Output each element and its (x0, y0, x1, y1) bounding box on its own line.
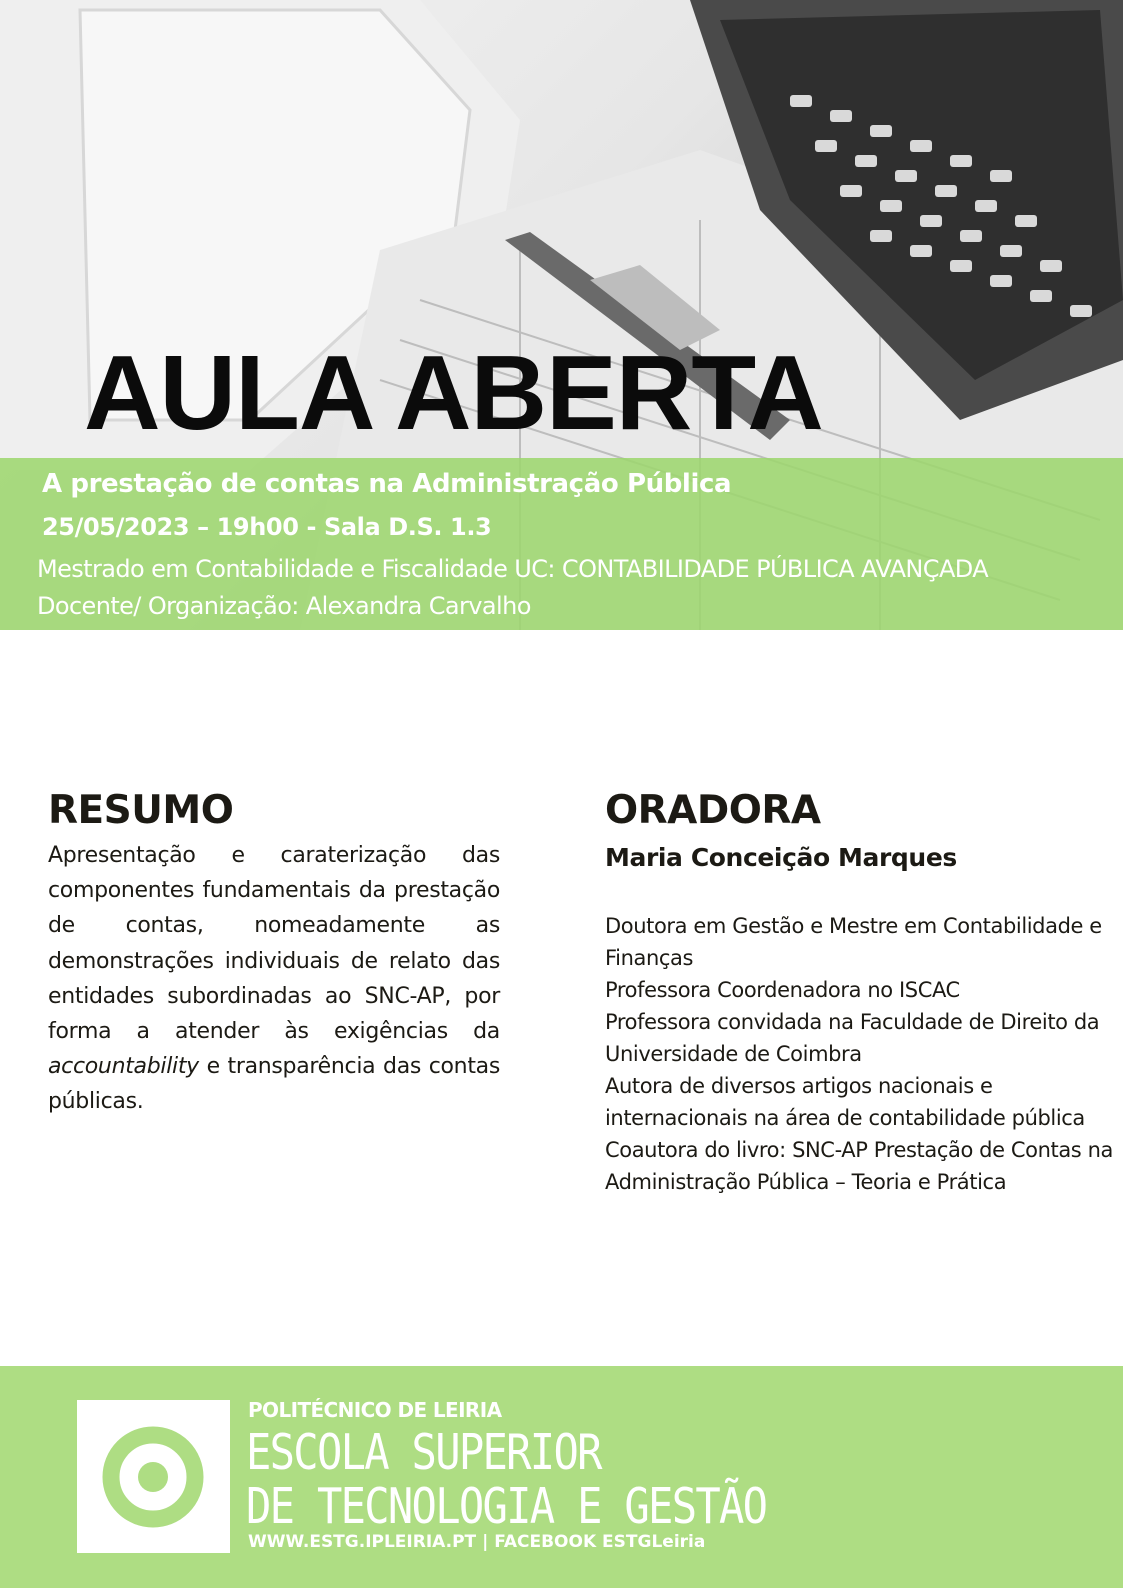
event-title: AULA ABERTA (84, 334, 823, 452)
school-name-line-2: DE TECNOLOGIA E GESTÃO (246, 1478, 767, 1535)
oradora-heading: ORADORA (605, 788, 821, 833)
resumo-text-part-1: Apresentação e caraterização das componentes fundamentais da prestação de contas, nomeadamente as demonstrações individuais de relato das entidades subordinadas ao SNC-AP, por forma a atender às exigências da (48, 843, 500, 1045)
course-info: Mestrado em Contabilidade e Fiscalidade UC: CONTABILIDADE PÚBLICA AVANÇADA (37, 555, 989, 583)
speaker-bio-list (605, 910, 1117, 1198)
school-logo (77, 1400, 230, 1553)
event-subtitle: A prestação de contas na Administração Pública (42, 469, 732, 499)
speaker-name: Maria Conceição Marques (605, 843, 957, 872)
organizer-info: Docente/ Organização: Alexandra Carvalho (37, 592, 531, 620)
bio-item: Autora de diversos artigos nacionais e internacionais na área de contabilidade pública (605, 1074, 1085, 1130)
school-contacts: WWW.ESTG.IPLEIRIA.PT | FACEBOOK ESTGLeiria (248, 1532, 706, 1552)
bio-item: Professora Coordenadora no ISCAC (605, 978, 960, 1002)
bio-item: Doutora em Gestão e Mestre em Contabilidade e Finanças (605, 914, 1102, 970)
resumo-emphasis: accountability (48, 1054, 199, 1080)
resumo-heading: RESUMO (48, 788, 234, 833)
resumo-text-part-2: e transparência das contas públicas. (48, 1054, 500, 1115)
school-name-line-1: ESCOLA SUPERIOR (246, 1424, 601, 1481)
estg-circle-logo-icon (77, 1400, 230, 1553)
institution-name: POLITÉCNICO DE LEIRIA (248, 1398, 502, 1422)
resumo-text (48, 838, 500, 1120)
bio-item: Coautora do livro: SNC-AP Prestação de Contas na Administração Pública – Teoria e Prática (605, 1138, 1114, 1194)
bio-item: Professora convidada na Faculdade de Direito da Universidade de Coimbra (605, 1010, 1100, 1066)
event-date-time-room: 25/05/2023 – 19h00 - Sala D.S. 1.3 (42, 513, 492, 541)
